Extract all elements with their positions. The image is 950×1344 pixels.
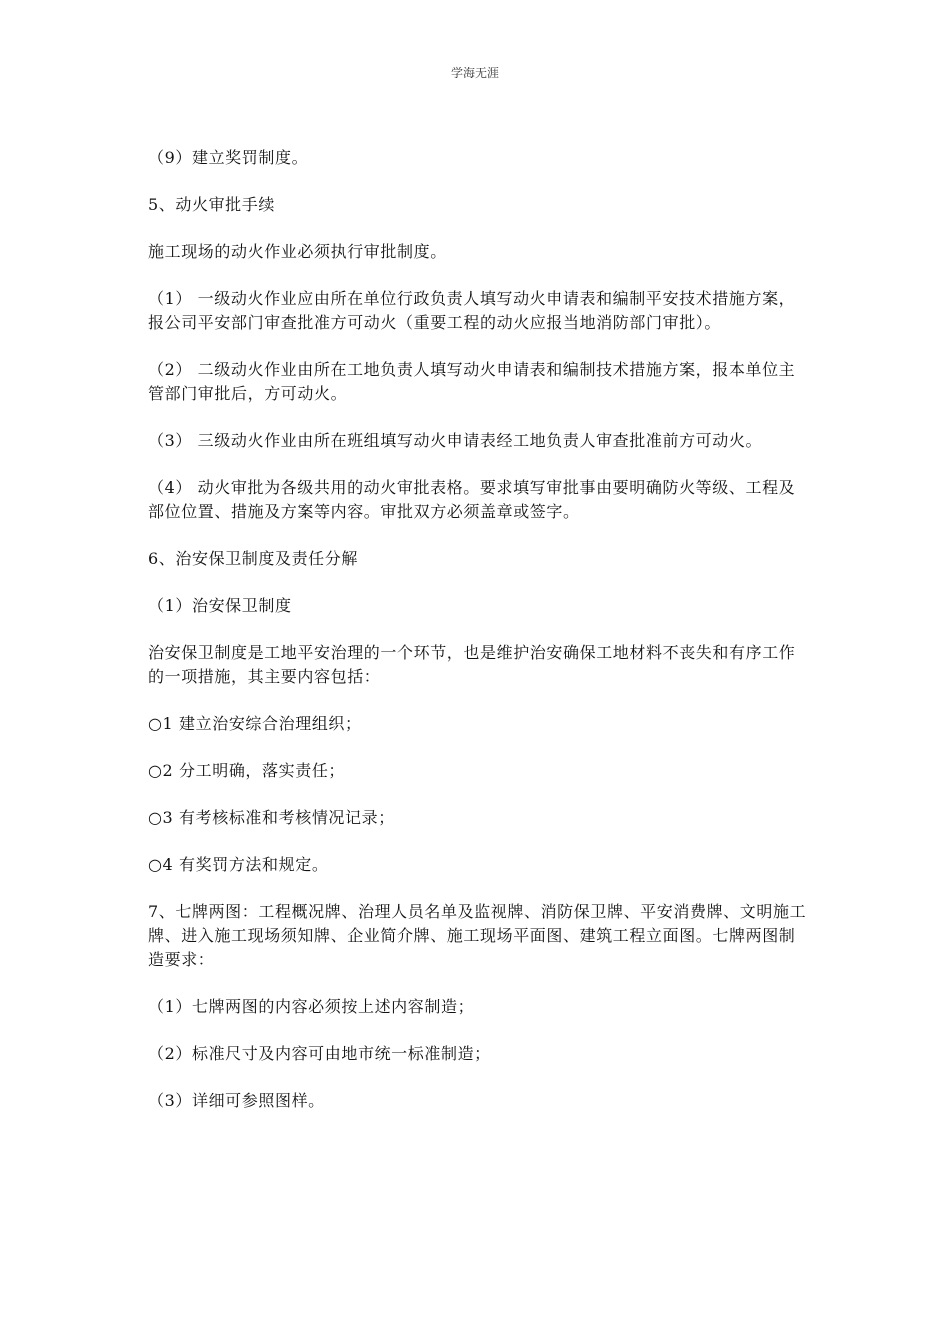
paragraph: （9）建立奖罚制度。 [148, 148, 309, 167]
paragraph: （4） 动火审批为各级共用的动火审批表格。要求填写审批事由要明确防火等级、工程及部位位置、措施及方案等内容。审批双方必须盖章或签字。 [148, 478, 796, 521]
paragraph: 施工现场的动火作业必须执行审批制度。 [148, 242, 447, 261]
paragraph: 治安保卫制度是工地平安治理的一个环节，也是维护治安确保工地材料不丧失和有序工作的一项措施，其主要内容包括： [148, 643, 796, 686]
list-item: （3）详细可参照图样。 [148, 1091, 325, 1110]
list-item: ○1 建立治安综合治理组织； [148, 714, 362, 733]
paragraph: （1） 一级动火作业应由所在单位行政负责人填写动火申请表和编制平安技术措施方案，报公司平安部门审查批准方可动火（重要工程的动火应报当地消防部门审批）。 [148, 289, 796, 332]
page-header: 学海无涯 [450, 66, 499, 80]
list-item: （2）标准尺寸及内容可由地市统一标准制造； [148, 1044, 491, 1063]
paragraph: （2） 二级动火作业由所在工地负责人填写动火申请表和编制技术措施方案，报本单位主管部门审批后，方可动火。 [148, 360, 796, 403]
list-item: ○2 分工明确，落实责任； [148, 761, 346, 780]
list-item: ○4 有奖罚方法和规定。 [148, 855, 329, 874]
section-heading: 6、治安保卫制度及责任分解 [148, 549, 358, 568]
document-body [148, 146, 808, 1136]
section-heading: 7、七牌两图：工程概况牌、治理人员名单及监视牌、消防保卫牌、平安消费牌、文明施工牌、进入施工现场须知牌、企业简介牌、施工现场平面图、建筑工程立面图。七牌两图制造要求： [148, 902, 807, 969]
subsection-heading: （1）治安保卫制度 [148, 596, 292, 615]
paragraph: （3） 三级动火作业由所在班组填写动火申请表经工地负责人审查批准前方可动火。 [148, 431, 763, 450]
list-item: ○3 有考核标准和考核情况记录； [148, 808, 395, 827]
list-item: （1）七牌两图的内容必须按上述内容制造； [148, 997, 475, 1016]
section-heading: 5、动火审批手续 [148, 195, 275, 214]
